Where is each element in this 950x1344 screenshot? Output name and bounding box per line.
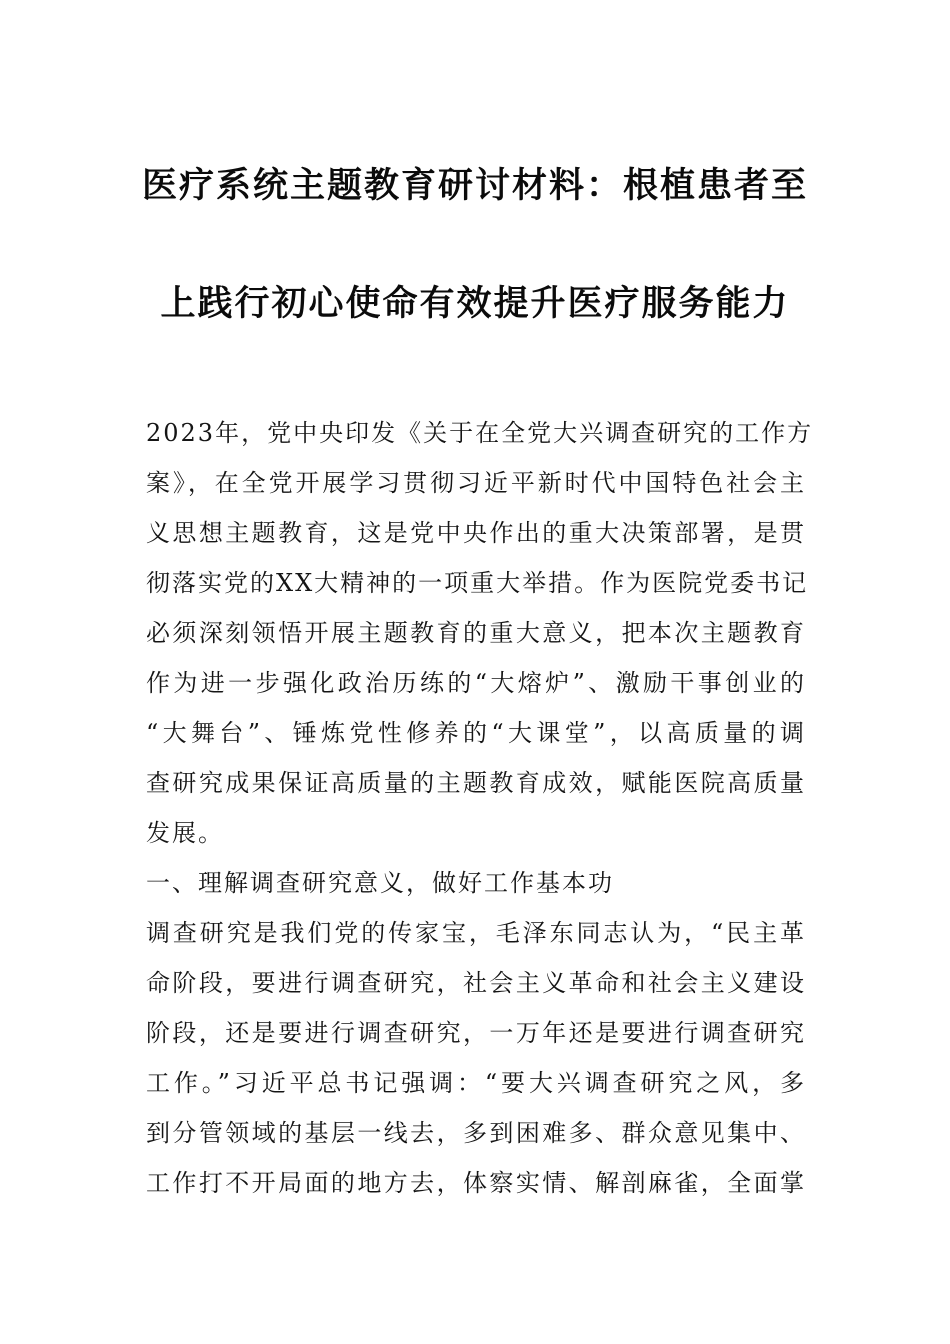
document-body <box>146 408 814 1208</box>
paragraph-line: 到分管领域的基层一线去，多到困难多、群众意见集中、 <box>146 1119 806 1147</box>
paragraph-line: 工作。”习近平总书记强调：“要大兴调查研究之风，多 <box>146 1069 806 1097</box>
paragraph-line: 案》，在全党开展学习贯彻习近平新时代中国特色社会主 <box>146 469 806 497</box>
paragraph-line: 彻落实党的XX大精神的一项重大举措。作为医院党委书记 <box>146 569 809 597</box>
paragraph-line: “大舞台”、锤炼党性修养的“大课堂”，以高质量的调 <box>146 719 806 747</box>
paragraph-line: 发展。 <box>146 819 224 847</box>
paragraph-line: 阶段，还是要进行调查研究，一万年还是要进行调查研究 <box>146 1019 806 1047</box>
paragraph-line: 作为进一步强化政治历练的“大熔炉”、激励干事创业的 <box>146 669 806 697</box>
paragraph-line: 命阶段，要进行调查研究，社会主义革命和社会主义建设 <box>146 969 806 997</box>
document-title-line-1: 医疗系统主题教育研讨材料：根植患者至 <box>141 166 808 206</box>
paragraph-line: 义思想主题教育，这是党中央作出的重大决策部署，是贯 <box>146 519 806 547</box>
intro-paragraph <box>146 408 814 858</box>
section-paragraph <box>146 908 806 1208</box>
section-heading: 一、理解调查研究意义，做好工作基本功 <box>146 869 614 897</box>
paragraph-line: 工作打不开局面的地方去，体察实情、解剖麻雀，全面掌 <box>146 1169 806 1197</box>
paragraph-line: 2023年，党中央印发《关于在全党大兴调查研究的工作方 <box>146 419 814 447</box>
paragraph-line: 调查研究是我们党的传家宝，毛泽东同志认为，“民主革 <box>146 919 806 947</box>
paragraph-line: 必须深刻领悟开展主题教育的重大意义，把本次主题教育 <box>146 619 806 647</box>
paragraph-line: 查研究成果保证高质量的主题教育成效，赋能医院高质量 <box>146 769 806 797</box>
document-title-line-2: 上践行初心使命有效提升医疗服务能力 <box>160 284 790 324</box>
